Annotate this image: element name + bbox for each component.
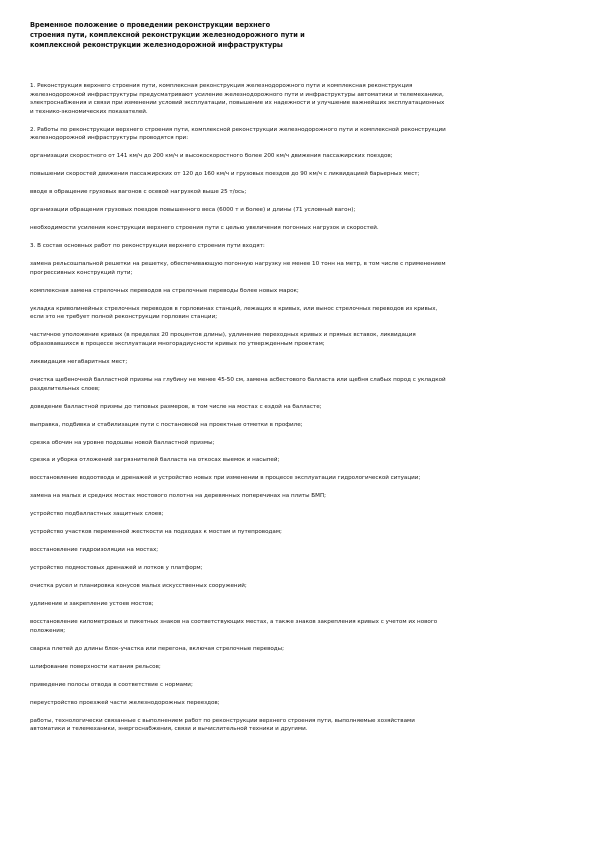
paragraph-line: если это не требует полной реконструкции горловин станции; [30,314,218,321]
paragraph-line: переустройство проезжей части железнодорожных переездов; [30,699,220,706]
paragraph-line: железнодорожной инфраструктуры предусматривают усиление железнодорожного пути и инфраструктуры автоматики и телемеханики, [30,91,444,98]
paragraph [30,717,568,734]
paragraph-line: выправка, подбивка и стабилизация пути с постановкой на проектные отметки в профиле; [30,421,303,428]
paragraph-line: организации скоростного от 141 км/ч до 200 км/ч и высокоскоростного более 200 км/ч движения пассажирских поездов; [30,153,393,160]
paragraph [30,582,568,591]
paragraph-line: 2. Работы по реконструкции верхнего строения пути, комплексной реконструкции железнодорожного пути и комплексной реконструкции [30,126,446,133]
paragraph-line: ликвидация негабаритных мест; [30,358,128,365]
paragraph-line: работы, технологически связанные с выполнением работ по реконструкции верхнего строения пути, выполняемые хозяйствами [30,717,415,724]
paragraph [30,260,568,277]
paragraph [30,492,568,501]
paragraph [30,600,568,609]
paragraph [30,474,568,483]
paragraph [30,305,568,322]
paragraph-line: укладка криволинейных стрелочных переводов в горловинах станций, лежащих в кривых, или вынос стрелочных переводов из кривых, [30,305,438,312]
paragraph-line: восстановление гидроизоляции на мостах; [30,547,159,554]
paragraph-line: замена рельсошпальной решетки на решетку, обеспечивающую погонную нагрузку не менее 10 тонн на метр, в том числе с применением [30,261,446,268]
paragraph-line: и технико-экономических показателей. [30,108,148,115]
paragraph [30,188,568,197]
paragraph-line: прогрессивных конструкций пути; [30,269,133,276]
paragraph-line: организации обращения грузовых поездов повышенного веса (6000 т и более) и длины (71 условный вагон); [30,207,356,214]
paragraph [30,546,568,555]
paragraph [30,152,568,161]
paragraph-line: необходимости усиления конструкции верхнего строения пути с целью увеличения погонных нагрузок и скоростей. [30,225,379,232]
paragraph-line: удлинение и закрепление устоев мостов; [30,601,154,608]
paragraph-line: электроснабжения и связи при изменении условий эксплуатации, повышение их надежности и улучшение важнейших эксплуатационных [30,100,445,107]
paragraph-line: железнодорожной инфраструктуры проводятся при: [30,135,189,142]
paragraph [30,421,568,430]
paragraph-line: повышении скоростей движения пассажирских от 120 до 160 км/ч и грузовых поездов до 90 км/ч с ликвидацией барьерных мест; [30,171,420,178]
paragraph [30,618,568,635]
paragraph-line: 1. Реконструкция верхнего строения пути, комплексная реконструкция железнодорожного пути и комплексная реконструкция [30,83,413,89]
paragraph [30,242,568,251]
paragraph-line: 3. В состав основных работ по реконструкции верхнего строения пути входят: [30,243,265,250]
paragraph [30,681,568,690]
paragraph-line: устройство подмостовых дренажей и лотков у платформ; [30,565,203,572]
paragraph-line: приведение полосы отвода в соответствие с нормами; [30,681,193,688]
document-title [30,20,550,50]
paragraph [30,358,568,367]
paragraph-line: разделительных слоев; [30,385,100,392]
title-line: строения пути, комплексной реконструкции железнодорожного пути и [30,31,305,39]
paragraph [30,206,568,215]
paragraph [30,376,568,393]
paragraph-line: срезка и уборка отложений загрязнителей балласта на откосах выемок и насыпей; [30,457,280,464]
paragraph-line: очистка русел и планировка конусов малых искусственных сооружений; [30,583,247,590]
paragraph-line: комплексная замена стрелочных переводов на стрелочные переводы более новых марок; [30,287,299,294]
paragraph [30,439,568,448]
paragraph [30,699,568,708]
paragraph-line: замена на малых и средних мостах мостового полотна на деревянных поперечинах на плиты БМП; [30,493,327,500]
paragraph-line: устройство участков переменной жесткости на подходах к мостам и путепроводам; [30,529,282,536]
paragraph [30,126,568,143]
paragraph-line: восстановление километровых и пикетных знаков на соответствующих местах, а также знаков закрепления кривых с учетом их нового [30,619,438,626]
paragraph [30,456,568,465]
paragraph [30,82,568,116]
paragraph-line: частичное уположение кривых (в пределах 20 процентов длины), удлинение переходных кривых и прямых вставок, ликвидация [30,332,416,339]
paragraph [30,331,568,348]
document-body [30,82,568,743]
paragraph-line: устройство подбалластных защитных слоев; [30,511,164,518]
paragraph-line: сварка плетей до длины блок-участка или перегона, включая стрелочные переводы; [30,645,284,652]
paragraph [30,564,568,573]
paragraph-line: очистка щебеночной балластной призмы на глубину не менее 45-50 см, замена асбестового балласта или щебня слабых пород с укладкой [30,376,446,383]
title-line: комплексной реконструкции железнодорожной инфраструктуры [30,41,283,49]
paragraph-line: автоматики и телемеханики, энергоснабжения, связи и вычислительной техники и другими. [30,726,308,733]
paragraph [30,224,568,233]
title-line: Временное положение о проведении реконструкции верхнего [30,21,271,29]
paragraph-line: вводе в обращение грузовых вагонов с осевой нагрузкой выше 25 т/ось; [30,189,247,196]
paragraph [30,287,568,296]
paragraph [30,510,568,519]
paragraph [30,663,568,672]
paragraph [30,403,568,412]
paragraph-line: положения; [30,627,66,634]
paragraph [30,528,568,537]
paragraph-line: восстановление водоотвода и дренажей и устройство новых при изменении в процессе эксплуатации гидрологической ситуации; [30,475,421,482]
paragraph-line: шлифование поверхности катания рельсов; [30,663,161,670]
paragraph-line: срезка обочин на уровне подошвы новой балластной призмы; [30,439,215,446]
paragraph-line: доведение балластной призмы до типовых размеров, в том числе на мостах с ездой на балласте; [30,403,322,410]
paragraph-line: образовавшихся в процессе эксплуатации многорадиусности кривых по утвержденным проектам; [30,340,325,347]
paragraph [30,645,568,654]
paragraph [30,170,568,179]
